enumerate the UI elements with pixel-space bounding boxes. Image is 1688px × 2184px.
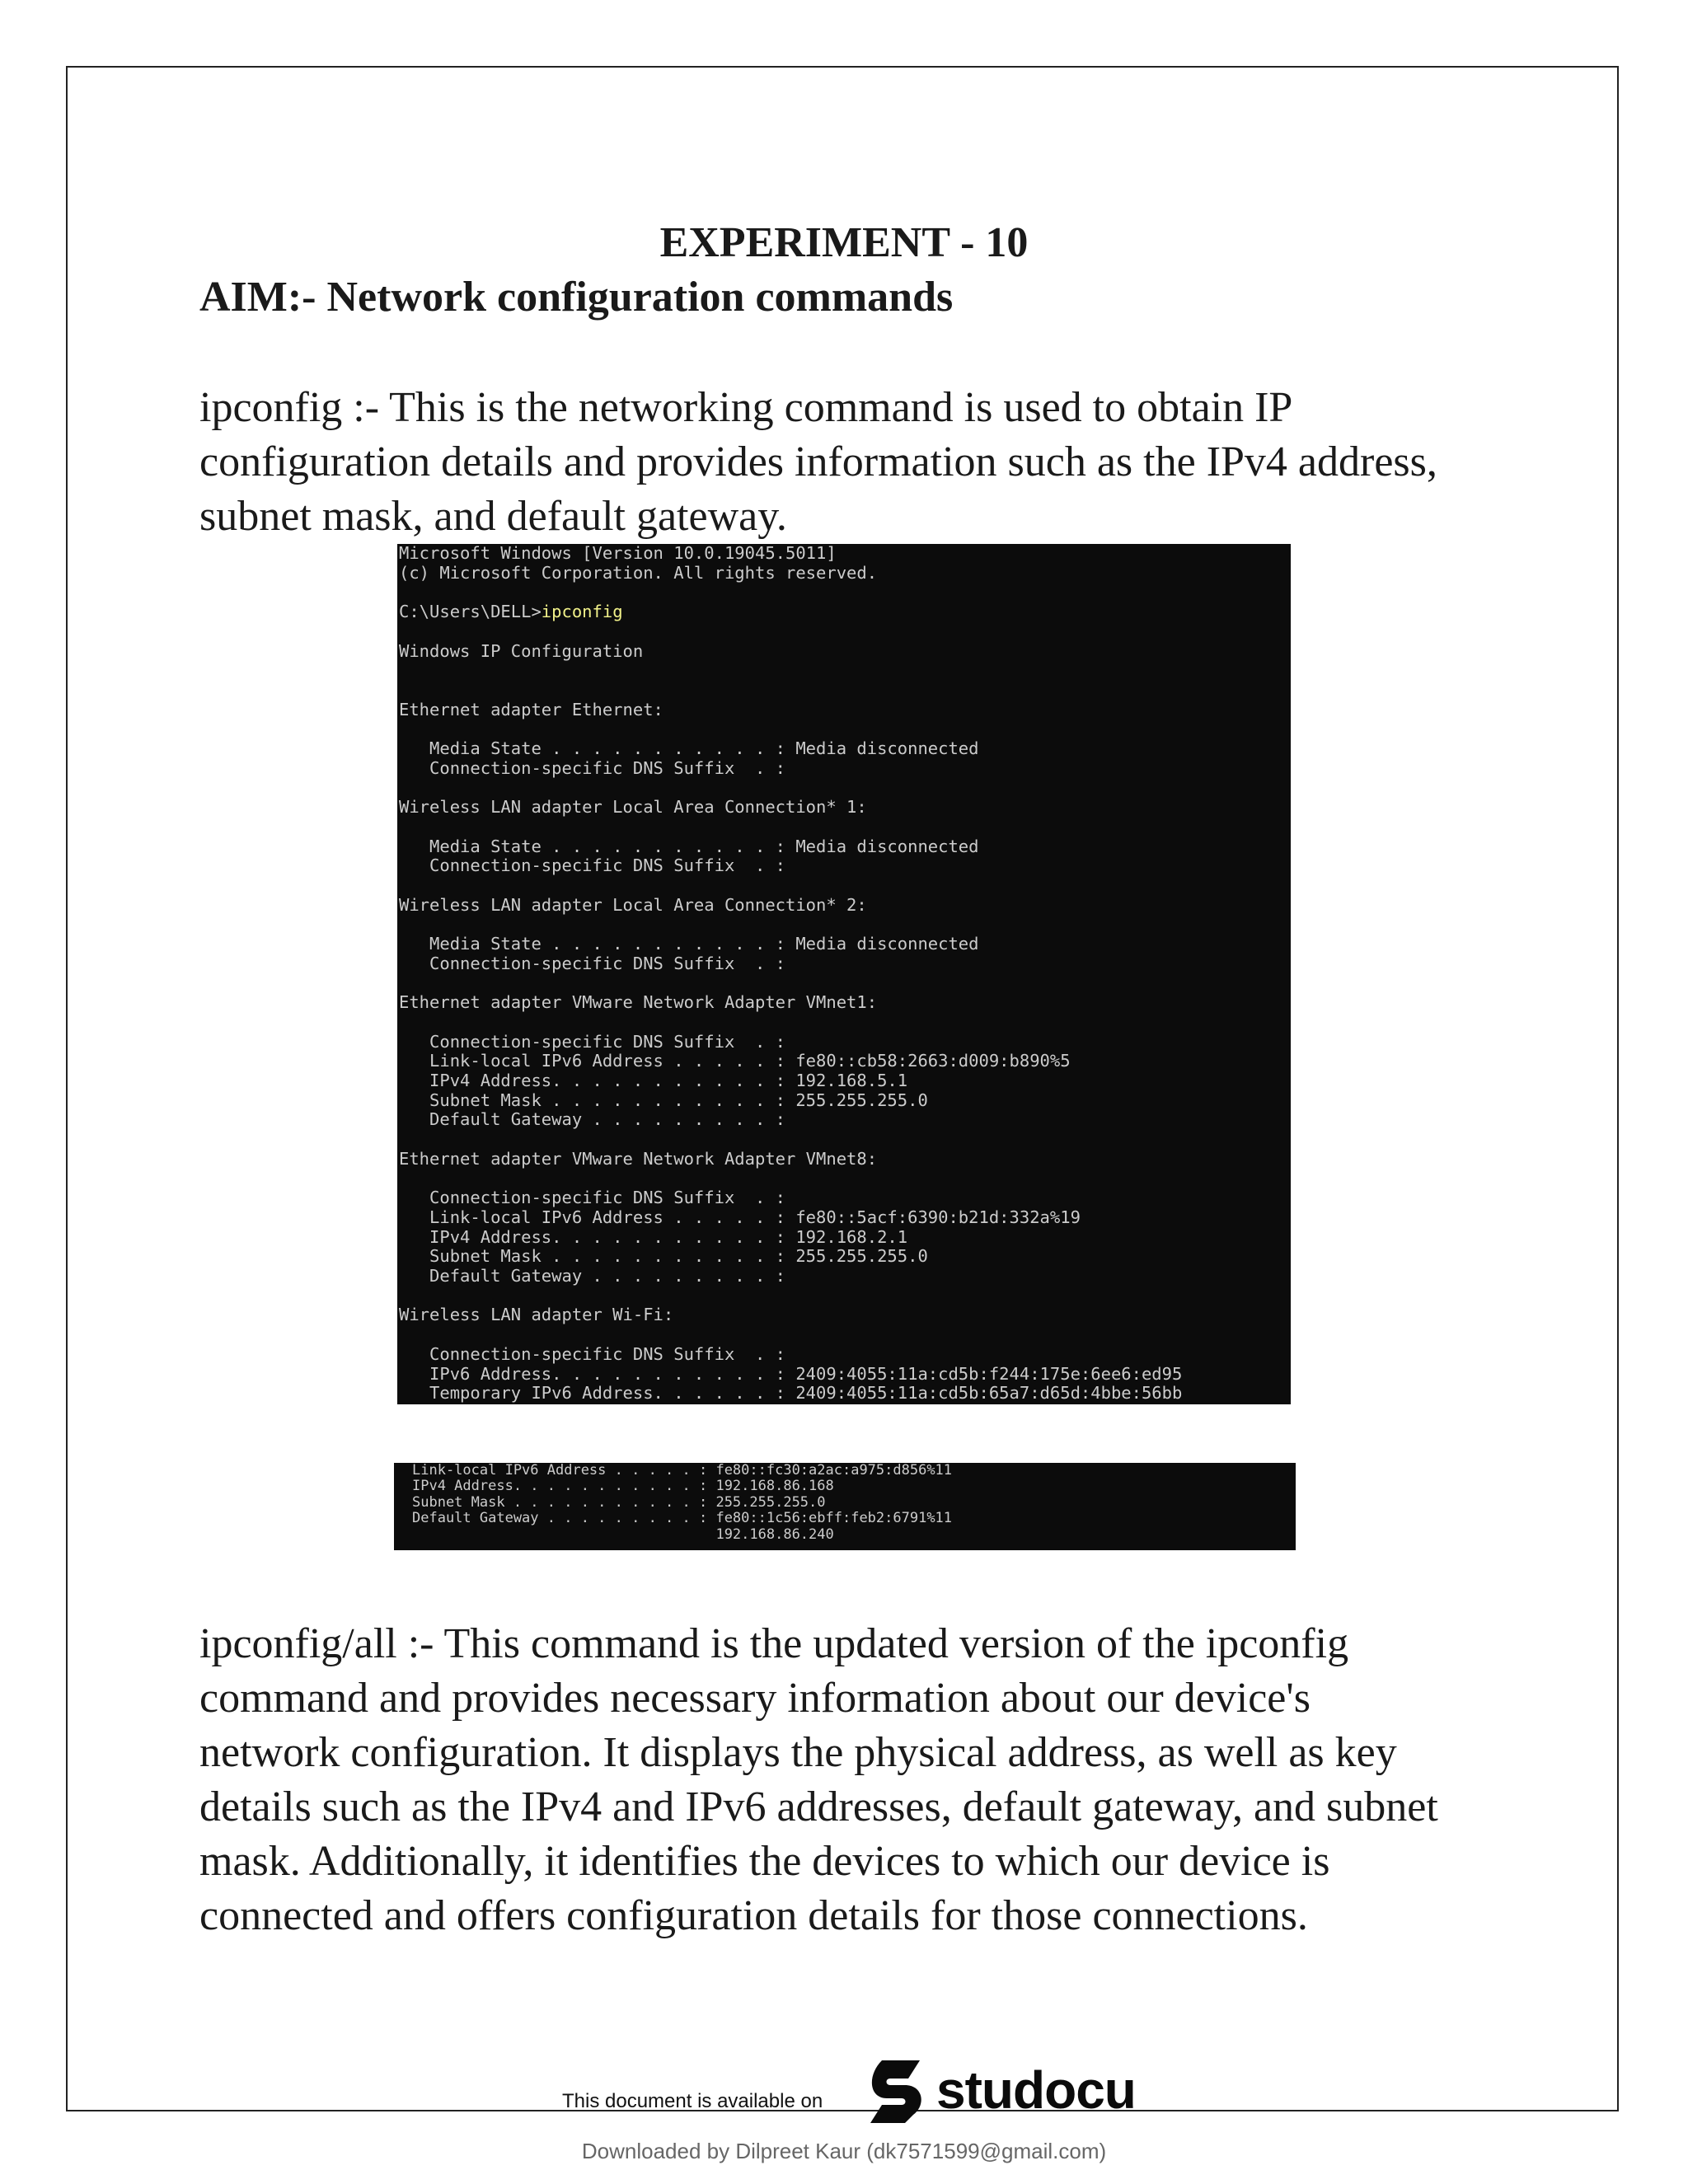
terminal-line: Default Gateway . . . . . . . . . : fe80::1c56:ebff:feb2:6791%11 <box>412 1510 953 1527</box>
terminal-line: Connection-specific DNS Suffix . : <box>399 855 785 876</box>
terminal-line <box>397 661 1291 681</box>
terminal-line: Temporary IPv6 Address. . . . . . : 2409:4055:11a:cd5b:65a7:d65d:4bbe:56bb <box>399 1383 1183 1404</box>
terminal-line <box>397 1325 1291 1345</box>
terminal-line <box>397 973 1291 993</box>
terminal-line: Media State . . . . . . . . . . . : Media disconnected <box>399 738 979 759</box>
paragraph-line: command and provides necessary information about our device's <box>199 1675 1311 1722</box>
terminal-line: Ethernet adapter Ethernet: <box>399 699 663 719</box>
studocu-logo-icon <box>865 2057 926 2126</box>
terminal-line: Connection-specific DNS Suffix . : <box>399 1031 785 1052</box>
terminal-line <box>397 1130 1291 1150</box>
terminal-line <box>397 602 1291 622</box>
ipconfig-description <box>199 381 1551 544</box>
studocu-logo-text: studocu <box>936 2060 1136 2120</box>
terminal-line <box>397 583 1291 602</box>
paragraph-line: connected and offers configuration details for those connections. <box>199 1892 1308 1939</box>
terminal-line: Subnet Mask . . . . . . . . . . . : 255.255.255.0 <box>399 1090 928 1110</box>
paragraph-line: subnet mask, and default gateway. <box>199 493 787 540</box>
terminal-line: Ethernet adapter VMware Network Adapter VMnet8: <box>399 1148 878 1169</box>
terminal-line <box>397 622 1291 642</box>
page-title: EXPERIMENT - 10 <box>659 219 1029 266</box>
paragraph-line: configuration details and provides information such as the IPv4 address, <box>199 438 1437 485</box>
paragraph-line: details such as the IPv4 and IPv6 addresses, default gateway, and subnet <box>199 1783 1438 1830</box>
terminal-line: Link-local IPv6 Address . . . . . : fe80::5acf:6390:b21d:332a%19 <box>399 1207 1081 1227</box>
terminal-line: Wireless LAN adapter Local Area Connection* 2: <box>399 894 867 915</box>
terminal-line <box>397 778 1291 798</box>
terminal-line <box>397 681 1291 701</box>
paragraph-line: ipconfig :- This is the networking command is used to obtain IP <box>199 384 1293 431</box>
terminal-prompt: C:\Users\DELL> <box>399 602 542 622</box>
terminal-line <box>397 876 1291 896</box>
ipconfig-terminal-screenshot-continued <box>394 1463 1296 1550</box>
terminal-line: Connection-specific DNS Suffix . : <box>399 1343 785 1364</box>
terminal-line: Link-local IPv6 Address . . . . . : fe80::fc30:a2ac:a975:d856%11 <box>412 1463 953 1479</box>
ipconfig-all-description <box>199 1617 1551 1943</box>
terminal-line <box>397 818 1291 837</box>
terminal-line: (c) Microsoft Corporation. All rights reserved. <box>399 562 878 583</box>
terminal-line: Connection-specific DNS Suffix . : <box>399 757 785 778</box>
terminal-line <box>397 1013 1291 1033</box>
terminal-line: Connection-specific DNS Suffix . : <box>399 1188 785 1208</box>
terminal-line: IPv4 Address. . . . . . . . . . . : 192.168.5.1 <box>399 1070 908 1090</box>
terminal-line: Microsoft Windows [Version 10.0.19045.5011] <box>399 544 837 563</box>
terminal-line: Connection-specific DNS Suffix . : <box>399 953 785 973</box>
footer-downloaded-by: Downloaded by Dilpreet Kaur (dk7571599@gmail.com) <box>581 2139 1107 2163</box>
paragraph-line: ipconfig/all :- This command is the updated version of the ipconfig <box>199 1620 1349 1667</box>
paragraph-line: mask. Additionally, it identifies the devices to which our device is <box>199 1838 1330 1885</box>
terminal-line <box>397 915 1291 935</box>
terminal-line: IPv6 Address. . . . . . . . . . . : 2409:4055:11a:cd5b:f244:175e:6ee6:ed95 <box>399 1363 1183 1384</box>
terminal-line: Wireless LAN adapter Local Area Connection* 1: <box>399 797 867 818</box>
terminal-line: Media State . . . . . . . . . . . : Media disconnected <box>399 934 979 954</box>
terminal-line: Ethernet adapter VMware Network Adapter VMnet1: <box>399 992 878 1013</box>
terminal-line: Link-local IPv6 Address . . . . . : fe80::cb58:2663:d009:b890%5 <box>399 1051 1071 1071</box>
terminal-line <box>397 1286 1291 1306</box>
terminal-line: IPv4 Address. . . . . . . . . . . : 192.168.2.1 <box>399 1226 908 1247</box>
terminal-line <box>397 1169 1291 1189</box>
terminal-line: Windows IP Configuration <box>399 640 644 661</box>
aim-heading: AIM:- Network configuration commands <box>199 274 954 321</box>
paragraph-line: network configuration. It displays the physical address, as well as key <box>199 1729 1397 1776</box>
terminal-command: ipconfig <box>541 602 623 622</box>
terminal-line: IPv4 Address. . . . . . . . . . . : 192.168.86.168 <box>412 1478 834 1495</box>
terminal-line: Default Gateway . . . . . . . . . : <box>399 1109 785 1130</box>
terminal-line: 192.168.86.240 <box>412 1526 834 1543</box>
terminal-line: Wireless LAN adapter Wi-Fi: <box>399 1305 674 1325</box>
terminal-line: Media State . . . . . . . . . . . : Media disconnected <box>399 836 979 856</box>
ipconfig-terminal-screenshot <box>397 544 1291 1404</box>
terminal-line: Default Gateway . . . . . . . . . : <box>399 1266 785 1286</box>
footer-available-text: This document is available on <box>562 2090 823 2112</box>
terminal-line: Subnet Mask . . . . . . . . . . . : 255.255.255.0 <box>399 1246 928 1267</box>
terminal-line: Subnet Mask . . . . . . . . . . . : 255.255.255.0 <box>412 1493 826 1511</box>
terminal-line <box>397 719 1291 739</box>
